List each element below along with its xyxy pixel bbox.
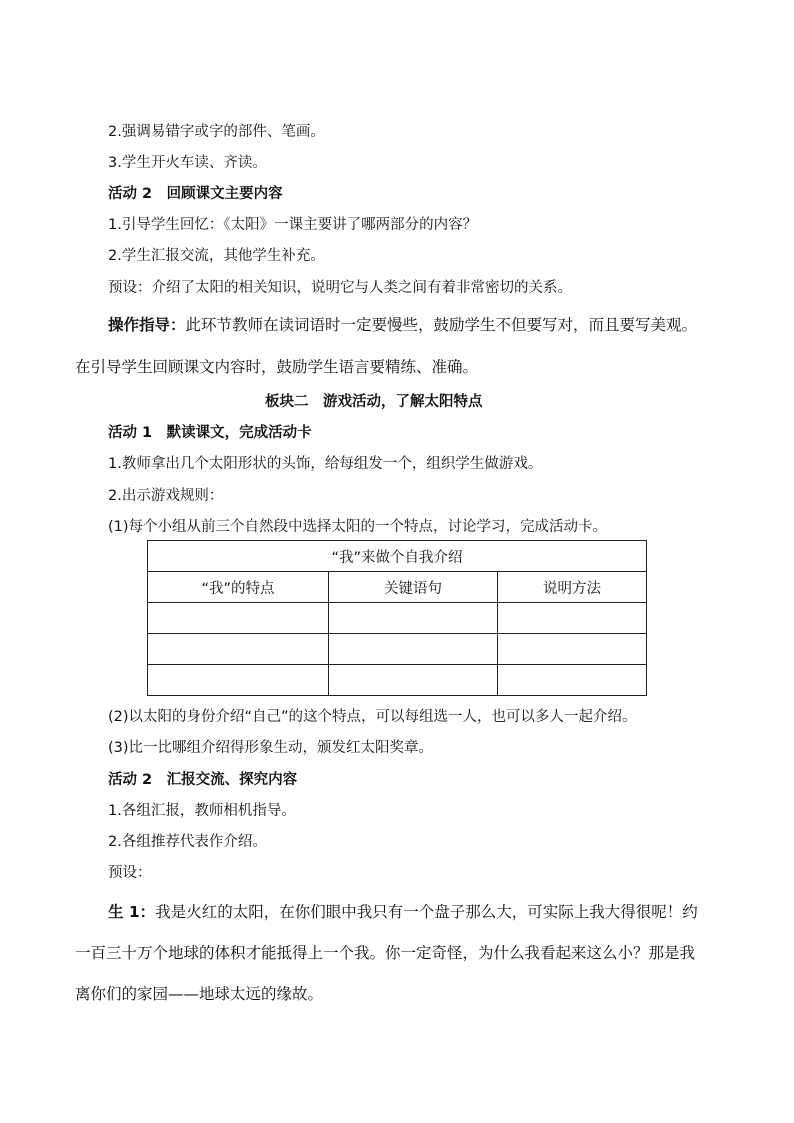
activity-card-header: 说明方法 — [498, 572, 647, 603]
activity-heading: 活动 2 汇报交流、探究内容 — [108, 772, 298, 788]
activity-card-title: “我”来做个自我介绍 — [148, 541, 647, 572]
line-12: (1)每个小组从前三个自然段中选择太阳的一个特点，讨论学习，完成活动卡。 — [108, 519, 608, 535]
table-cell[interactable] — [498, 603, 647, 634]
table-cell[interactable] — [498, 665, 647, 696]
student-answer — [108, 900, 698, 922]
line-10: 1.教师拿出几个太阳形状的头饰，给每组发一个，组织学生做游戏。 — [108, 456, 543, 472]
table-cell[interactable] — [329, 634, 498, 665]
line-17: 2.各组推荐代表作介绍。 — [108, 834, 267, 850]
table-cell[interactable] — [148, 603, 329, 634]
table-row — [148, 603, 647, 634]
line-20: 一百三十万个地球的体积才能抵得上一个我。你一定奇怪，为什么我看起来这么小？那是我 — [75, 944, 696, 962]
table-cell[interactable] — [148, 665, 329, 696]
line-16: 1.各组汇报，教师相机指导。 — [108, 803, 296, 819]
table-row — [148, 665, 647, 696]
activity-heading: 活动 1 默读课文，完成活动卡 — [108, 425, 312, 441]
line-21: 离你们的家园——地球太远的缘故。 — [75, 985, 324, 1003]
line-18: 预设： — [108, 865, 152, 881]
activity-card-header: “我”的特点 — [148, 572, 329, 603]
student-text: 我是火红的太阳，在你们眼中我只有一个盘子那么大，可实际上我大得很呢！约 — [155, 903, 698, 921]
operation-guide — [108, 313, 697, 335]
table-row — [148, 634, 647, 665]
operation-guide-text: 此环节教师在读词语时一定要慢些，鼓励学生不但要写对，而且要写美观。 — [185, 316, 698, 334]
table-cell[interactable] — [329, 603, 498, 634]
activity-heading: 活动 2 回顾课文主要内容 — [108, 186, 283, 202]
activity-card-table — [147, 540, 647, 696]
line-8: 在引导学生回顾课文内容时，鼓励学生语言要精练、准确。 — [75, 358, 479, 376]
line-4: 1.引导学生回忆：《太阳》一课主要讲了哪两部分的内容？ — [108, 217, 478, 233]
activity-card-header: 关键语句 — [329, 572, 498, 603]
line-13: (2)以太阳的身份介绍“自己”的这个特点，可以每组选一人，也可以多人一起介绍。 — [108, 709, 637, 725]
table-cell[interactable] — [148, 634, 329, 665]
table-cell[interactable] — [498, 634, 647, 665]
student-label: 生 1： — [108, 903, 156, 921]
line-1: 2.强调易错字或字的部件、笔画。 — [108, 124, 325, 140]
line-5: 2.学生汇报交流，其他学生补充。 — [108, 248, 325, 264]
table-cell[interactable] — [329, 665, 498, 696]
operation-guide-label: 操作指导： — [108, 316, 186, 334]
line-14: (3)比一比哪组介绍得形象生动，颁发红太阳奖章。 — [108, 740, 434, 756]
line-6: 预设：介绍了太阳的相关知识，说明它与人类之间有着非常密切的关系。 — [108, 280, 572, 296]
line-11: 2.出示游戏规则： — [108, 488, 224, 504]
line-2: 3.学生开火车读、齐读。 — [108, 155, 267, 171]
section-title: 板块二 游戏活动，了解太阳特点 — [265, 394, 483, 410]
